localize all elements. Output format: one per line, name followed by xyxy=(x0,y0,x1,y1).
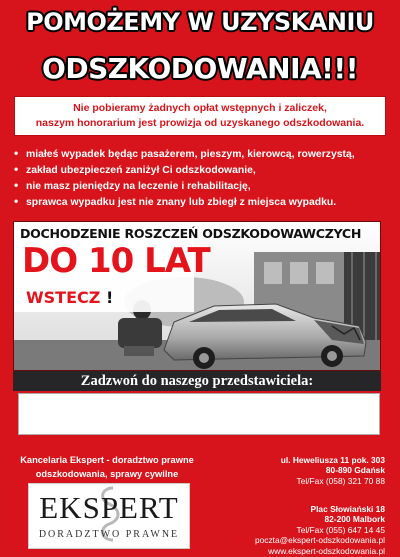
headline-line-1: POMOŻEMY W UZYSKANIU xyxy=(26,8,374,36)
gdansk-phone: Tel/Fax (058) 321 70 88 xyxy=(296,475,385,486)
years-back-sub xyxy=(26,288,113,307)
list-item: • zakład ubezpieczeń zaniżył Ci odszkodowanie, xyxy=(14,161,394,177)
representative-contact-box xyxy=(18,393,380,435)
logo-tagline: DORADZTWO PRAWNE xyxy=(38,529,180,540)
notice-line-2: naszym honorarium jest prowizja od uzyskanego odszkodowania. xyxy=(35,117,365,129)
firm-description xyxy=(12,453,202,481)
firm-line-1: Kancelaria Ekspert - doradztwo prawne xyxy=(20,455,194,465)
malbork-street: Plac Słowiański 18 xyxy=(310,504,385,514)
gdansk-address xyxy=(281,455,385,486)
contact-email[interactable]: poczta@ekspert-odszkodowania.pl xyxy=(254,535,385,546)
logo-wordmark: EKSPERT xyxy=(39,490,179,525)
exclamation-mark: ! xyxy=(105,288,114,307)
notice-line-1: Nie pobieramy żadnych opłat wstępnych i zaliczek, xyxy=(73,102,327,114)
wstecz-label: WSTECZ xyxy=(26,288,101,307)
gdansk-street: ul. Heweliusza 11 pok. 303 xyxy=(280,455,385,465)
no-fees-notice xyxy=(14,96,386,136)
malbork-address xyxy=(255,504,385,556)
malbork-city: 82-200 Malbork xyxy=(324,514,385,525)
years-back-headline: DO 10 LAT xyxy=(22,241,210,281)
headline-line-2: ODSZKODOWANIA!!! xyxy=(42,52,358,85)
list-item: • miałeś wypadek będąc pasażerem, pieszym, kierowcą, rowerzystą, xyxy=(14,145,394,161)
claims-title: DOCHODZENIE ROSZCZEŃ ODSZKODOWAWCZYCH xyxy=(20,226,362,241)
call-representative-band: Zadzwoń do naszego przedstawiciela: xyxy=(13,371,381,391)
list-item: • sprawca wypadku jest nie znany lub zbiegł z miejsca wypadku. xyxy=(14,193,394,209)
malbork-phone: Tel/Fax (055) 647 14 45 xyxy=(296,524,385,535)
eligibility-list xyxy=(14,145,394,209)
ekspert-logo xyxy=(28,483,190,549)
website-link[interactable]: www.ekspert-odszkodowania.pl xyxy=(268,545,385,556)
accident-photo-panel xyxy=(13,221,381,371)
list-item: • nie masz pieniędzy na leczenie i rehabilitację, xyxy=(14,177,394,193)
firm-line-2: odszkodowania, sprawy cywilne xyxy=(35,469,179,479)
gdansk-city: 80-890 Gdańsk xyxy=(325,465,385,476)
